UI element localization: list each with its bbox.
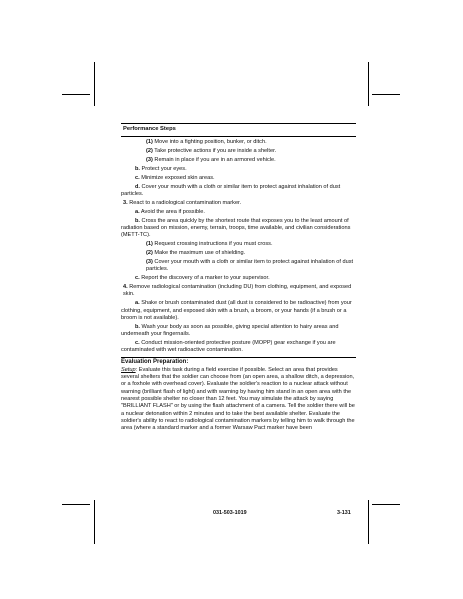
step-text: Move into a fighting position, bunker, or ditch. xyxy=(152,139,267,146)
step-text: Minimize exposed skin areas. xyxy=(139,174,215,181)
step-label: c. xyxy=(135,339,140,346)
step-text: Report the discovery of a marker to your supervisor. xyxy=(139,275,270,282)
step-item xyxy=(121,166,356,173)
step-text: Take protective actions if you are inside a shelter. xyxy=(152,148,277,155)
step-text: Cover your mouth with a cloth or similar item to protect against inhalation of dust particles. xyxy=(121,183,341,198)
step-item xyxy=(121,175,356,182)
step-label: (3) xyxy=(146,258,153,265)
step-text: Avoid the area if possible. xyxy=(139,208,205,215)
step-text: Request crossing instructions if you must cross. xyxy=(152,241,273,248)
step-label: b. xyxy=(135,323,140,330)
crop-mark xyxy=(62,94,90,95)
step-item xyxy=(121,259,356,274)
step-text: Wash your body as soon as possible, giving special attention to hairy areas and underneath your fingernails. xyxy=(121,323,339,338)
step-text: Conduct mission-oriented protective posture (MOPP) gear exchange if you are contaminated with wet radioactive contamination. xyxy=(121,339,336,354)
step-text: Cover your mouth with a cloth or similar item to protect against inhalation of dust particles. xyxy=(146,258,354,273)
crop-mark xyxy=(94,62,95,106)
crop-mark xyxy=(372,94,400,95)
step-text: Make the maximum use of shielding. xyxy=(152,250,246,257)
step-item xyxy=(121,340,356,355)
step-item xyxy=(121,300,356,322)
step-item xyxy=(121,324,356,339)
step-item xyxy=(121,209,356,216)
step-label: (2) xyxy=(146,250,153,257)
step-label: (1) xyxy=(146,241,153,248)
evaluation-title: Evaluation Preparation: xyxy=(121,358,189,365)
step-label: 3. xyxy=(123,199,128,206)
evaluation-preparation xyxy=(121,357,356,433)
step-label: (2) xyxy=(146,148,153,155)
step-label: a. xyxy=(135,300,140,307)
section-header: Performance Steps xyxy=(121,124,356,137)
step-label: (3) xyxy=(146,157,153,164)
crop-mark xyxy=(368,500,369,544)
step-item xyxy=(121,184,356,199)
step-item xyxy=(121,200,356,207)
step-label: b. xyxy=(135,217,140,224)
step-label: 4. xyxy=(123,284,128,291)
step-label: a. xyxy=(135,208,140,215)
step-item xyxy=(121,218,356,240)
step-text: Protect your eyes. xyxy=(139,165,187,172)
step-label: c. xyxy=(135,275,140,282)
step-item xyxy=(121,148,356,155)
step-text: React to a radiological contamination marker. xyxy=(127,199,242,206)
crop-mark xyxy=(62,504,90,505)
performance-steps xyxy=(121,137,356,354)
step-item xyxy=(121,284,356,299)
page-number: 3-131 xyxy=(337,510,351,516)
setup-paragraph xyxy=(121,367,356,433)
step-text: Remove radiological contamination (including DU) from clothing, equipment, and exposed skin. xyxy=(123,284,352,298)
step-item xyxy=(121,241,356,248)
page-content xyxy=(121,123,356,434)
step-text: Remain in place if you are in an armored vehicle. xyxy=(152,157,276,164)
step-item xyxy=(121,139,356,146)
crop-mark xyxy=(372,504,400,505)
crop-mark xyxy=(368,62,369,106)
step-item xyxy=(121,157,356,164)
document-number: 031-503-1019 xyxy=(213,510,247,516)
step-item xyxy=(121,275,356,282)
crop-mark xyxy=(94,500,95,544)
step-text: Cross the area quickly by the shortest route that exposes you to the least amount of radiation based on mission, enemy, terrain, troops, time available, and civilian considerations (METT-TC). xyxy=(121,217,351,239)
step-label: (1) xyxy=(146,139,153,146)
step-label: b. xyxy=(135,165,140,172)
step-text: Shake or brush contaminated dust (all dust is considered to be radioactive) from your clothing, equipment, and exposed skin with a brush, a broom, or your hands (if a brush or a broom is not available). xyxy=(121,300,352,321)
setup-text: : Evaluate this task during a field exercise if possible. Select an area that provides several shelters that the soldier can choose from (an open area, a shallow ditch, a depression, or a foxhole with overhead cover). Evaluate the soldier's reaction to a nuclear attack without warning (brilliant flash of light) and with warning by having him stand in an open area with the nearest possible shelter no closer than 12 feet. You may simulate the attack by saying "BRILLIANT FLASH" or by using the flash attachment of a camera. Tell the soldier there will be a nuclear detonation within 2 minutes and to take the best available shelter. Evaluate the soldier's ability to react to radiological contamination markers by telling him to walk through the area (where a standard marker and a former Warsaw Pact marker have been xyxy=(121,366,355,432)
step-label: d. xyxy=(135,183,140,190)
setup-label: Setup xyxy=(121,366,136,373)
step-item xyxy=(121,250,356,257)
step-label: c. xyxy=(135,174,140,181)
